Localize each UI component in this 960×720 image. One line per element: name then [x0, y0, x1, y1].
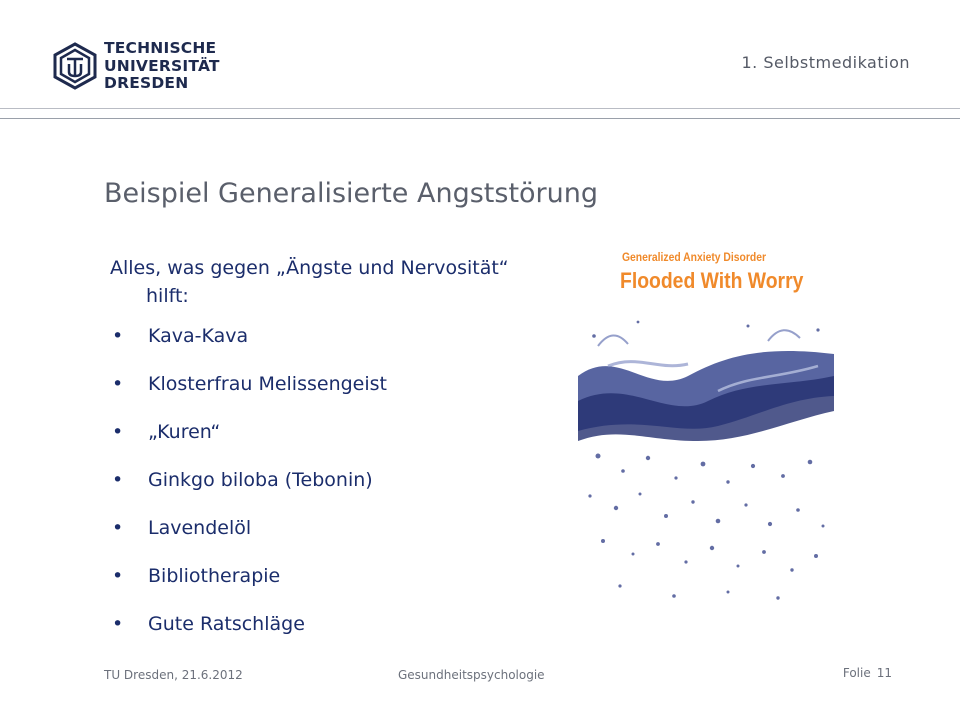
book-title: Flooded With Worry: [620, 268, 804, 293]
bullet-text: Gute Ratschläge: [148, 613, 305, 635]
book-subtitle: Generalized Anxiety Disorder: [622, 252, 766, 264]
tu-dresden-emblem-icon: [52, 42, 98, 90]
slide-body: [110, 254, 510, 658]
logo-line-1: TECHNISCHE: [104, 39, 217, 57]
header-divider-bottom: [0, 118, 960, 119]
bullet-list: [110, 322, 510, 658]
bullet-text: Ginkgo biloba (Tebonin): [148, 469, 373, 491]
bullet-text: „Kuren“: [148, 421, 221, 443]
logo-wordmark: [104, 40, 220, 93]
header-divider-top: [0, 108, 960, 109]
slide-title: Beispiel Generalisierte Angststörung: [104, 178, 599, 209]
bullet-text: Klosterfrau Melissengeist: [148, 373, 387, 395]
university-logo[interactable]: [52, 39, 220, 98]
bullet-item: [110, 418, 510, 466]
bullet-dot: •: [112, 517, 124, 539]
bullet-dot: •: [112, 325, 124, 347]
bullet-dot: •: [112, 469, 124, 491]
bullet-item: [110, 370, 510, 418]
bullet-item: [110, 610, 510, 658]
bullet-item: [110, 562, 510, 610]
bullet-item: [110, 466, 510, 514]
bullet-text: Bibliotherapie: [148, 565, 281, 587]
footer-page-indicator: [843, 666, 892, 680]
bullet-dot: •: [112, 373, 124, 395]
footer-page-label: Folie: [842, 666, 871, 680]
logo-line-2: UNIVERSITÄT: [104, 56, 220, 75]
footer-course: Gesundheitspsychologie: [398, 668, 545, 682]
bullet-dot: •: [112, 565, 124, 587]
logo-line-3: DRESDEN: [104, 74, 189, 92]
book-cover-image: [578, 226, 834, 610]
section-label: 1. Selbstmedikation: [741, 53, 910, 72]
bullet-item: [110, 322, 510, 370]
footer-institution-date: TU Dresden, 21.6.2012: [104, 668, 243, 682]
bullet-dot: •: [112, 613, 124, 635]
bullet-text: Lavendelöl: [148, 517, 252, 539]
intro-text: Alles, was gegen „Ängste und Nervosität“ hilft:: [110, 257, 509, 307]
bullet-text: Kava-Kava: [148, 325, 249, 347]
footer-page-number: 11: [876, 666, 892, 680]
bullet-item: [110, 514, 510, 562]
bullet-dot: •: [112, 421, 124, 443]
